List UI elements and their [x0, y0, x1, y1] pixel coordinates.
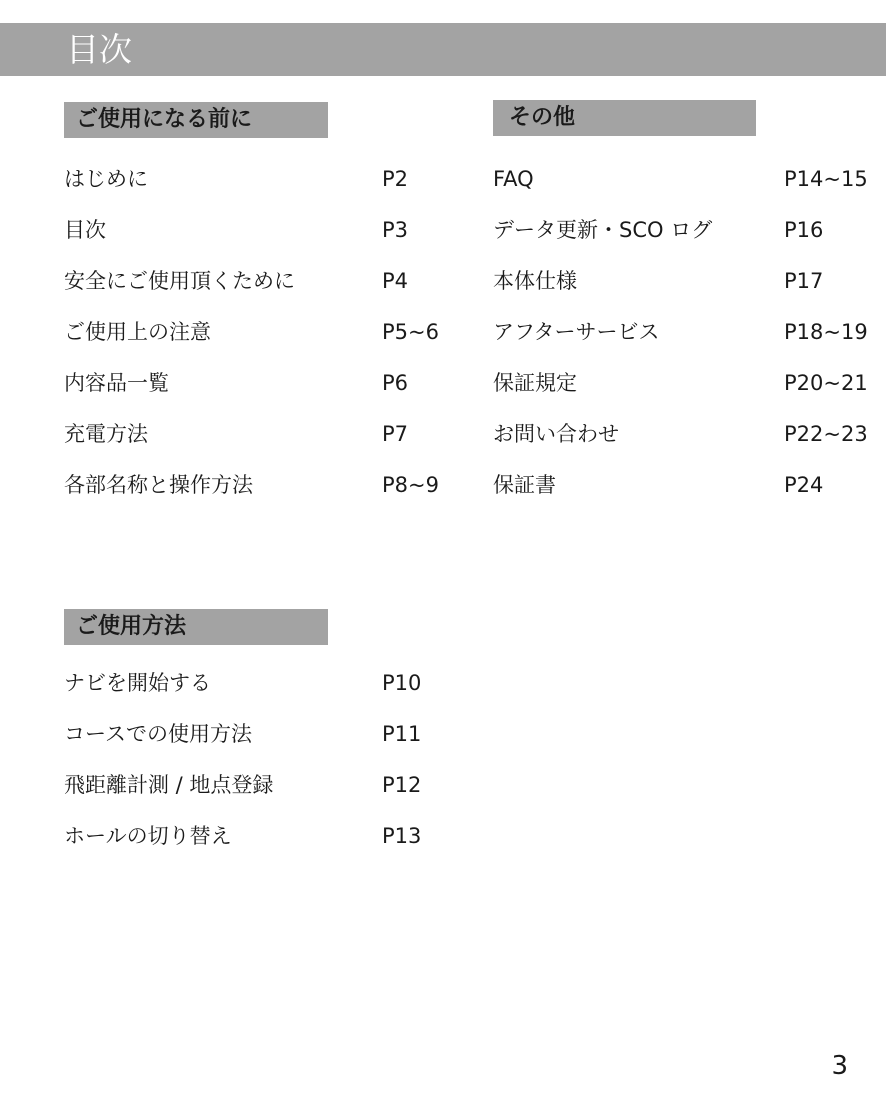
toc-item[interactable]: [64, 307, 439, 358]
toc-item-page: P8~9: [382, 473, 439, 497]
toc-item-page: P18~19: [784, 320, 868, 344]
toc-item[interactable]: [493, 154, 868, 205]
toc-item[interactable]: [64, 460, 439, 511]
toc-item-page: P4: [382, 269, 409, 293]
toc-item[interactable]: [64, 658, 422, 709]
toc-item[interactable]: [493, 205, 824, 256]
toc-item-label: お問い合わせ: [493, 422, 619, 446]
toc-item-page: P11: [382, 722, 422, 746]
toc-item-label: 保証書: [493, 473, 556, 497]
toc-item-page: P3: [382, 218, 409, 242]
section-heading-label: ご使用になる前に: [76, 107, 253, 132]
toc-item-label: 飛距離計測 / 地点登録: [64, 773, 274, 797]
toc-item-page: P12: [382, 773, 422, 797]
toc-list: [64, 658, 422, 862]
toc-item[interactable]: [493, 307, 868, 358]
toc-item-label: ご使用上の注意: [64, 320, 211, 344]
toc-list: [64, 154, 439, 511]
toc-item[interactable]: [64, 709, 422, 760]
section-heading-label: ご使用方法: [76, 614, 187, 639]
toc-item[interactable]: [493, 409, 868, 460]
section-heading: [64, 102, 328, 138]
toc-item[interactable]: [64, 811, 422, 862]
toc-item[interactable]: [493, 256, 824, 307]
toc-item-page: P6: [382, 371, 409, 395]
toc-item-label: データ更新・SCO ログ: [493, 218, 713, 242]
toc-item-page: P13: [382, 824, 422, 848]
section-before-use: [64, 102, 439, 511]
toc-item-label: アフターサービス: [493, 320, 660, 344]
toc-item[interactable]: [64, 256, 409, 307]
section-how-to-use: [64, 609, 422, 862]
toc-item[interactable]: [64, 205, 409, 256]
toc-item-page: P5~6: [382, 320, 439, 344]
page-title: 目次: [66, 30, 132, 69]
toc-item[interactable]: [64, 358, 409, 409]
toc-item[interactable]: [64, 760, 422, 811]
section-heading: [64, 609, 328, 645]
toc-item-label: ナビを開始する: [64, 671, 211, 695]
toc-item-label: 保証規定: [493, 371, 577, 395]
section-heading: [493, 100, 756, 136]
toc-item[interactable]: [493, 460, 824, 511]
toc-item-label: はじめに: [64, 167, 148, 191]
section-heading-label: その他: [509, 105, 576, 130]
section-other: [493, 100, 868, 511]
toc-item-label: 本体仕様: [493, 269, 577, 293]
toc-item-label: コースでの使用方法: [64, 722, 252, 746]
toc-item-page: P17: [784, 269, 824, 293]
toc-item-page: P7: [382, 422, 409, 446]
toc-item-label: FAQ: [493, 167, 534, 191]
title-bar: [0, 23, 886, 76]
toc-item-page: P10: [382, 671, 422, 695]
toc-item-page: P14~15: [784, 167, 868, 191]
toc-item-label: ホールの切り替え: [64, 824, 232, 848]
toc-list: [493, 154, 868, 511]
toc-item-page: P24: [784, 473, 824, 497]
toc-item-label: 目次: [64, 218, 106, 242]
toc-item-label: 各部名称と操作方法: [64, 473, 253, 497]
toc-item-page: P22~23: [784, 422, 868, 446]
toc-item-label: 安全にご使用頂くために: [64, 269, 295, 293]
toc-item-page: P16: [784, 218, 824, 242]
toc-item-page: P20~21: [784, 371, 868, 395]
toc-item-page: P2: [382, 167, 409, 191]
toc-item-label: 内容品一覧: [64, 371, 169, 395]
toc-item-label: 充電方法: [64, 422, 148, 446]
page-number: 3: [831, 1051, 848, 1081]
toc-item[interactable]: [493, 358, 868, 409]
toc-item[interactable]: [64, 409, 409, 460]
toc-item[interactable]: [64, 154, 409, 205]
